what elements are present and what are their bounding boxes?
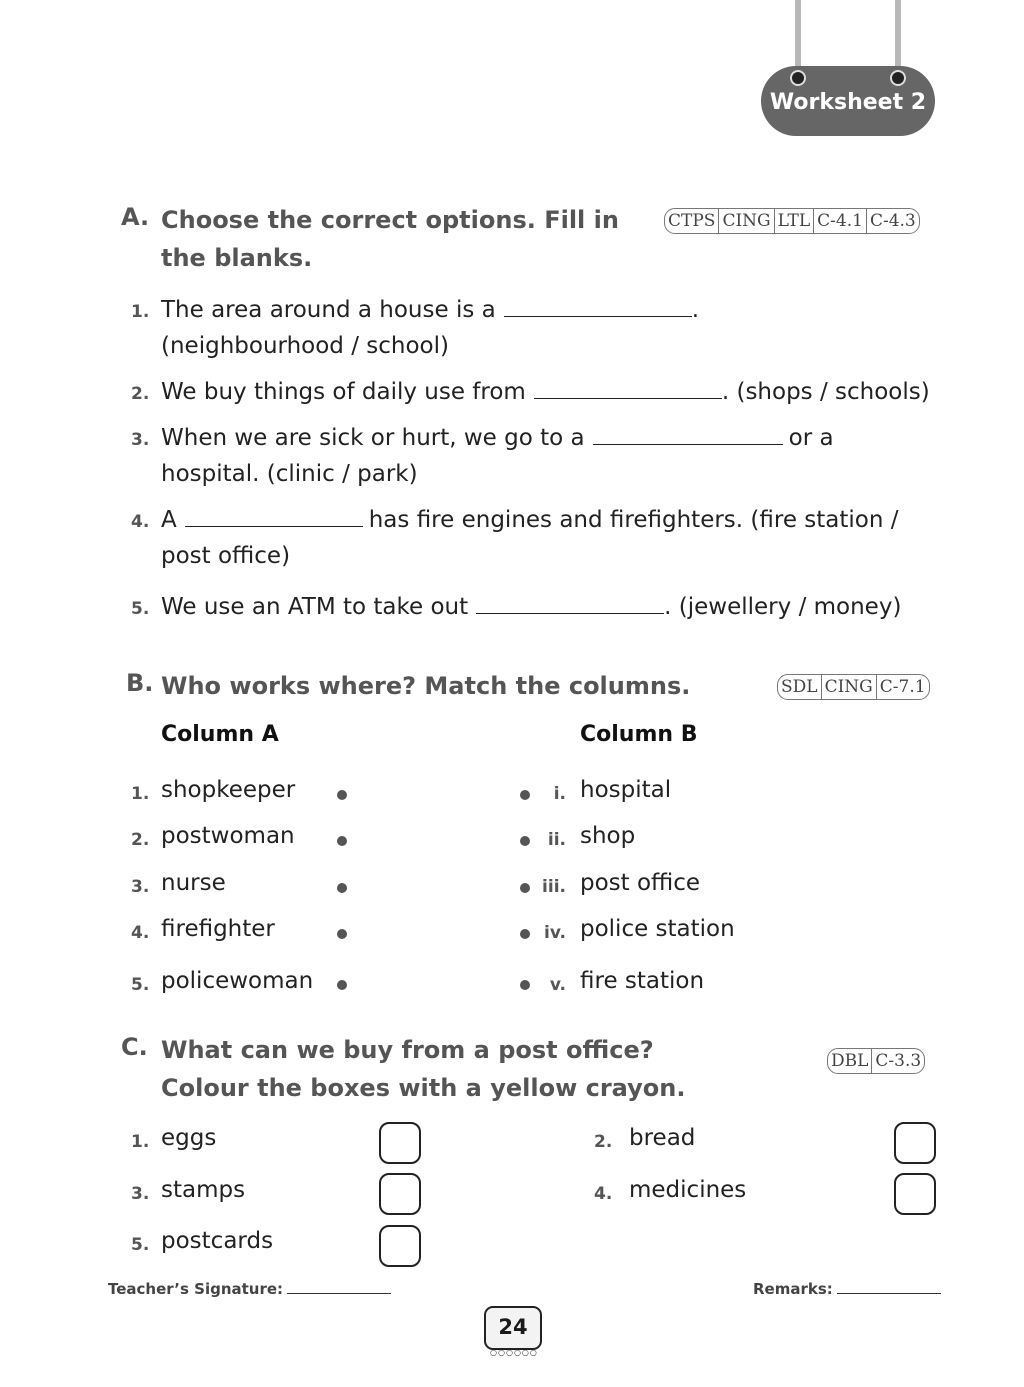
fill-blank-question xyxy=(161,420,834,456)
item-numeral: i. xyxy=(553,784,566,804)
answer-blank[interactable] xyxy=(504,296,692,317)
tag-ring-right xyxy=(890,70,906,86)
section-a-title-line1: Choose the correct options. Fill in xyxy=(161,206,619,234)
section-c-letter: C. xyxy=(121,1033,148,1061)
question-text: The area around a house is a xyxy=(161,297,496,323)
answer-blank[interactable] xyxy=(593,424,783,445)
option-item: stamps xyxy=(161,1177,246,1203)
column-a-item: firefighter xyxy=(161,916,275,942)
skill-code: C-4.1 xyxy=(814,209,867,233)
colour-box[interactable] xyxy=(894,1173,936,1215)
skill-code: C-3.3 xyxy=(875,1051,922,1071)
column-a-item: shopkeeper xyxy=(161,777,296,803)
match-dot-a[interactable] xyxy=(337,883,347,893)
column-b-item: hospital xyxy=(580,777,672,803)
question-text: We buy things of daily use from xyxy=(161,379,526,405)
match-dot-a[interactable] xyxy=(337,836,347,846)
option-item: medicines xyxy=(629,1177,747,1203)
match-dot-a[interactable] xyxy=(337,980,347,990)
section-c-title-line2: Colour the boxes with a yellow crayon. xyxy=(161,1074,686,1102)
section-b-letter: B. xyxy=(126,669,154,697)
skill-code: DBL xyxy=(828,1049,872,1073)
item-number: 4. xyxy=(131,923,150,943)
answer-blank[interactable] xyxy=(534,378,722,399)
item-number: 1. xyxy=(131,784,150,804)
worksheet-tag xyxy=(761,66,935,136)
question-text-line2: (neighbourhood / school) xyxy=(161,333,449,359)
colour-box[interactable] xyxy=(379,1173,421,1215)
item-number: 2. xyxy=(594,1132,613,1152)
option-item: bread xyxy=(629,1125,696,1151)
item-number: 3. xyxy=(131,1184,150,1204)
page-number: 24 xyxy=(498,1315,528,1339)
badge-decoration: ○○○○○○ xyxy=(490,1348,538,1357)
item-number: 2. xyxy=(131,384,150,404)
fill-blank-question xyxy=(161,292,699,328)
item-number: 4. xyxy=(131,512,150,532)
section-b-skill-codes xyxy=(777,674,930,700)
column-b-item: fire station xyxy=(580,968,705,994)
option-item: postcards xyxy=(161,1228,274,1254)
fill-blank-question xyxy=(161,589,901,625)
item-numeral: v. xyxy=(549,975,566,995)
question-text-line2: post office) xyxy=(161,543,291,569)
section-c-title-line1: What can we buy from a post office? xyxy=(161,1036,654,1064)
section-c-skill-codes xyxy=(827,1048,925,1074)
question-text: or a xyxy=(788,425,834,451)
item-number: 2. xyxy=(131,830,150,850)
section-a-skill-codes xyxy=(664,208,920,234)
question-text: . xyxy=(691,297,700,323)
colour-box[interactable] xyxy=(379,1225,421,1267)
question-text: . (shops / schools) xyxy=(721,379,930,405)
page-number-badge xyxy=(484,1306,542,1350)
skill-code: LTL xyxy=(775,209,815,233)
signature-line[interactable] xyxy=(287,1281,391,1294)
worksheet-tag-label: Worksheet 2 xyxy=(769,90,927,115)
section-a-title-line2: the blanks. xyxy=(161,244,313,272)
fill-blank-question xyxy=(161,374,930,410)
item-number: 5. xyxy=(131,1235,150,1255)
column-b-item: shop xyxy=(580,823,636,849)
column-a-item: postwoman xyxy=(161,823,295,849)
item-number: 1. xyxy=(131,302,150,322)
skill-code: CTPS xyxy=(665,209,719,233)
column-a-item: policewoman xyxy=(161,968,314,994)
question-text: A xyxy=(161,507,177,533)
question-text: When we are sick or hurt, we go to a xyxy=(161,425,585,451)
column-b-heading: Column B xyxy=(580,722,698,747)
item-numeral: ii. xyxy=(547,830,566,850)
colour-box[interactable] xyxy=(379,1122,421,1164)
skill-code: CING xyxy=(822,675,877,699)
option-item: eggs xyxy=(161,1125,217,1151)
column-b-item: police station xyxy=(580,916,735,942)
column-a-heading: Column A xyxy=(161,722,279,747)
item-numeral: iii. xyxy=(542,877,566,897)
section-a-letter: A. xyxy=(121,203,150,231)
skill-code: CING xyxy=(719,209,774,233)
skill-code: C-7.1 xyxy=(879,677,926,697)
question-text-line2: hospital. (clinic / park) xyxy=(161,461,418,487)
item-number: 3. xyxy=(131,430,150,450)
question-text: We use an ATM to take out xyxy=(161,594,469,620)
item-numeral: iv. xyxy=(544,923,566,943)
teacher-signature xyxy=(108,1280,391,1298)
remarks xyxy=(753,1280,941,1298)
match-dot-a[interactable] xyxy=(337,929,347,939)
tag-hanger-right xyxy=(895,0,901,74)
column-a-item: nurse xyxy=(161,870,226,896)
section-b-title: Who works where? Match the columns. xyxy=(161,672,691,700)
fill-blank-question xyxy=(161,502,899,538)
question-text: . (jewellery / money) xyxy=(664,594,902,620)
item-number: 5. xyxy=(131,975,150,995)
tag-ring-left xyxy=(790,70,806,86)
match-dot-a[interactable] xyxy=(337,790,347,800)
question-text: has fire engines and firefighters. (fire station / xyxy=(368,507,899,533)
answer-blank[interactable] xyxy=(476,593,664,614)
answer-blank[interactable] xyxy=(185,506,363,527)
skill-code: SDL xyxy=(778,675,822,699)
teacher-signature-label: Teacher’s Signature: xyxy=(108,1280,284,1298)
remarks-line[interactable] xyxy=(837,1281,941,1294)
skill-code: C-4.3 xyxy=(869,211,916,231)
tag-hanger-left xyxy=(795,0,801,74)
item-number: 5. xyxy=(131,599,150,619)
item-number: 4. xyxy=(594,1184,613,1204)
column-b-item: post office xyxy=(580,870,701,896)
item-number: 3. xyxy=(131,877,150,897)
remarks-label: Remarks: xyxy=(753,1280,833,1298)
colour-box[interactable] xyxy=(894,1122,936,1164)
item-number: 1. xyxy=(131,1132,150,1152)
